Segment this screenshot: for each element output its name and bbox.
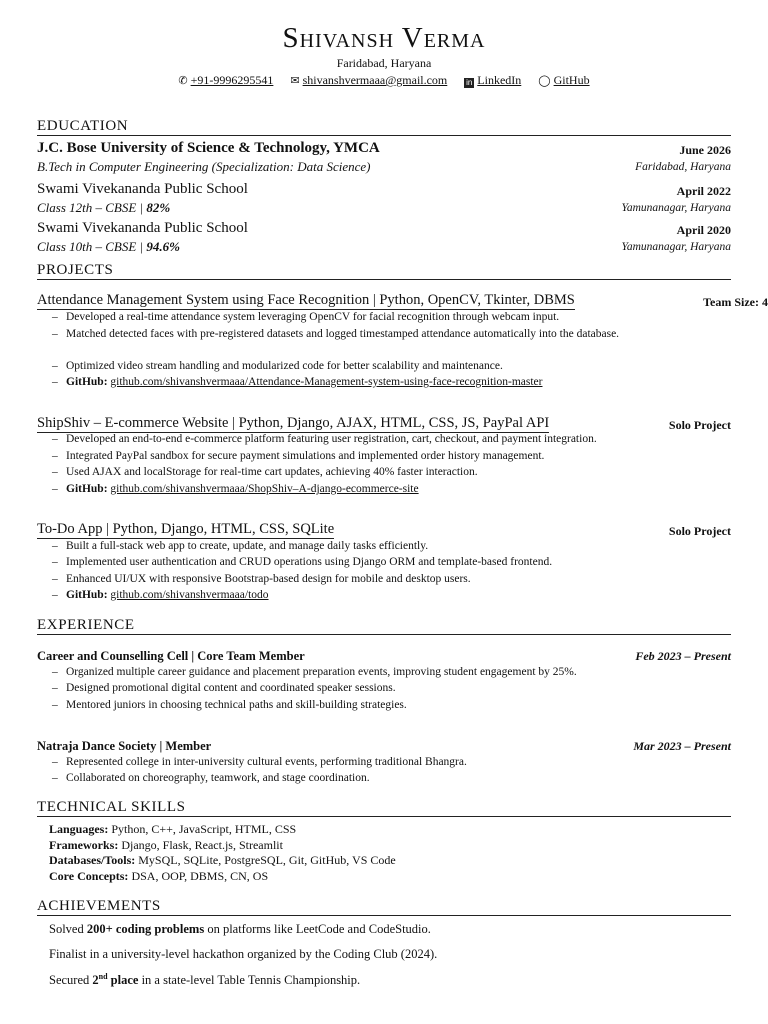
experience-header	[37, 739, 731, 757]
project-bullet: – Used AJAX and localStorage for real-time cart updates, achieving 40% faster interaction.	[52, 466, 478, 478]
achievement-item: Solved 200+ coding problems on platforms like LeetCode and CodeStudio.	[49, 922, 431, 936]
candidate-name: Shivansh Verma	[282, 22, 486, 54]
experience-bullet: – Designed promotional digital content and coordinated speaker sessions.	[52, 682, 396, 694]
project-header	[37, 292, 768, 311]
experience-date: Mar 2023 – Present	[633, 739, 731, 753]
github-icon: ◯	[538, 75, 551, 87]
project-header	[37, 521, 731, 540]
experience-header	[37, 649, 731, 667]
education-detail	[37, 239, 731, 257]
candidate-location: Faridabad, Haryana	[336, 56, 432, 70]
education-date: April 2020	[676, 223, 731, 237]
github-repo-link[interactable]: github.com/shivanshvermaaa/todo	[110, 589, 269, 601]
skill-line: Core Concepts: DSA, OOP, DBMS, CN, OS	[49, 869, 269, 883]
school-name: J.C. Bose University of Science & Technology, YMCA	[37, 140, 380, 156]
github-repo-link[interactable]: github.com/shivanshvermaaa/ShopShiv–A-django-ecommerce-site	[110, 483, 419, 495]
project-bullet: – Built a full-stack web app to create, update, and manage daily tasks efficiently.	[52, 540, 429, 552]
section-heading-skills: TECHNICAL SKILLS	[37, 798, 731, 817]
github-repo-link[interactable]: github.com/shivanshvermaaa/Attendance-Management-system-using-face-recognition-master	[110, 376, 543, 388]
education-detail	[37, 200, 731, 218]
degree: B.Tech in Computer Engineering (Specialization: Data Science)	[37, 159, 371, 174]
education-place: Yamunanagar, Haryana	[621, 241, 731, 253]
section-heading-achievements: ACHIEVEMENTS	[37, 897, 731, 916]
experience-role: Natraja Dance Society | Member	[37, 739, 212, 753]
project-bullet: – Matched detected faces with pre-registered datasets and logged timestamped attendance automatically into the database.	[52, 328, 620, 340]
experience-bullet: – Collaborated on choreography, teamwork, and stage coordination.	[52, 772, 370, 784]
project-bullet: – Implemented user authentication and CRUD operations using Django ORM and template-based frontend.	[52, 556, 553, 568]
school-name: Swami Vivekananda Public School	[37, 181, 248, 197]
project-bullet: – Optimized video stream handling and modularized code for better scalability and maintenance.	[52, 360, 503, 372]
education-date: June 2026	[679, 143, 731, 157]
project-title-line	[37, 292, 575, 310]
experience-role: Career and Counselling Cell | Core Team Member	[37, 649, 305, 663]
phone-link[interactable]: ✆ +91-9996295541	[178, 73, 274, 87]
section-heading-education: EDUCATION	[37, 117, 731, 136]
email-icon: ✉	[290, 75, 300, 87]
project-title-line	[37, 415, 549, 433]
project-team: Solo Project	[668, 418, 731, 432]
achievement-item: Secured 2nd place in a state-level Table Tennis Championship.	[49, 972, 361, 988]
skill-line: Databases/Tools: MySQL, SQLite, PostgreSQL, Git, GitHub, VS Code	[49, 853, 396, 867]
project-github: – GitHub: github.com/shivanshvermaaa/Attendance-Management-system-using-face-recognition-master	[52, 376, 543, 388]
linkedin-link[interactable]: in LinkedIn	[466, 73, 522, 87]
project-bullet: – Enhanced UI/UX with responsive Bootstrap-based design for mobile and desktop users.	[52, 573, 471, 585]
project-title: ShipShiv – E-commerce Website	[37, 415, 229, 431]
education-entry	[37, 181, 731, 199]
experience-date: Feb 2023 – Present	[635, 649, 731, 663]
project-github: – GitHub: github.com/shivanshvermaaa/ShopShiv–A-django-ecommerce-site	[52, 483, 419, 495]
degree: Class 12th – CBSE | 82%	[37, 200, 171, 215]
section-heading-experience: EXPERIENCE	[37, 616, 731, 635]
email-link[interactable]: ✉ shivanshvermaaa@gmail.com	[290, 73, 448, 87]
degree: Class 10th – CBSE | 94.6%	[37, 239, 180, 254]
project-bullet: – Developed an end-to-end e-commerce platform featuring user registration, cart, checkout, and payment integration.	[52, 433, 597, 445]
contact-bar	[0, 73, 768, 88]
project-tech: | Python, Django, HTML, CSS, SQLite	[102, 521, 335, 537]
section-heading-projects: PROJECTS	[37, 261, 731, 280]
project-team: Solo Project	[668, 524, 731, 538]
project-github: – GitHub: github.com/shivanshvermaaa/todo	[52, 589, 269, 601]
project-team: Team Size: 4	[703, 295, 768, 309]
school-name: Swami Vivekananda Public School	[37, 220, 248, 236]
skill-line: Languages: Python, C++, JavaScript, HTML, CSS	[49, 822, 297, 836]
project-header	[37, 415, 731, 434]
education-place: Yamunanagar, Haryana	[621, 202, 731, 214]
education-entry	[37, 220, 731, 238]
education-place: Faridabad, Haryana	[635, 161, 731, 173]
education-detail	[37, 159, 731, 177]
project-bullet: – Developed a real-time attendance system leveraging OpenCV for facial recognition through webcam input.	[52, 311, 560, 323]
project-title-line	[37, 521, 334, 539]
experience-bullet: – Represented college in inter-university cultural events, performing traditional Bhangra.	[52, 756, 467, 768]
education-entry	[37, 140, 731, 158]
project-title: To-Do App	[37, 521, 103, 537]
project-tech: | Python, Django, AJAX, HTML, CSS, JS, PayPal API	[228, 415, 550, 431]
experience-bullet: – Mentored juniors in choosing technical paths and skill-building strategies.	[52, 699, 407, 711]
project-title: Attendance Management System using Face Recognition	[37, 292, 370, 308]
phone-icon: ✆	[178, 75, 188, 87]
experience-bullet: – Organized multiple career guidance and placement preparation events, improving student engagement by 25%.	[52, 666, 577, 678]
achievement-item: Finalist in a university-level hackathon organized by the Coding Club (2024).	[49, 947, 438, 961]
project-bullet: – Integrated PayPal sandbox for secure payment simulations and implemented order history management.	[52, 450, 545, 462]
github-link[interactable]: ◯ GitHub	[538, 73, 590, 87]
project-tech: | Python, OpenCV, Tkinter, DBMS	[369, 292, 575, 308]
linkedin-icon: in	[466, 78, 473, 87]
education-date: April 2022	[676, 184, 731, 198]
skill-line: Frameworks: Django, Flask, React.js, Streamlit	[49, 838, 283, 852]
